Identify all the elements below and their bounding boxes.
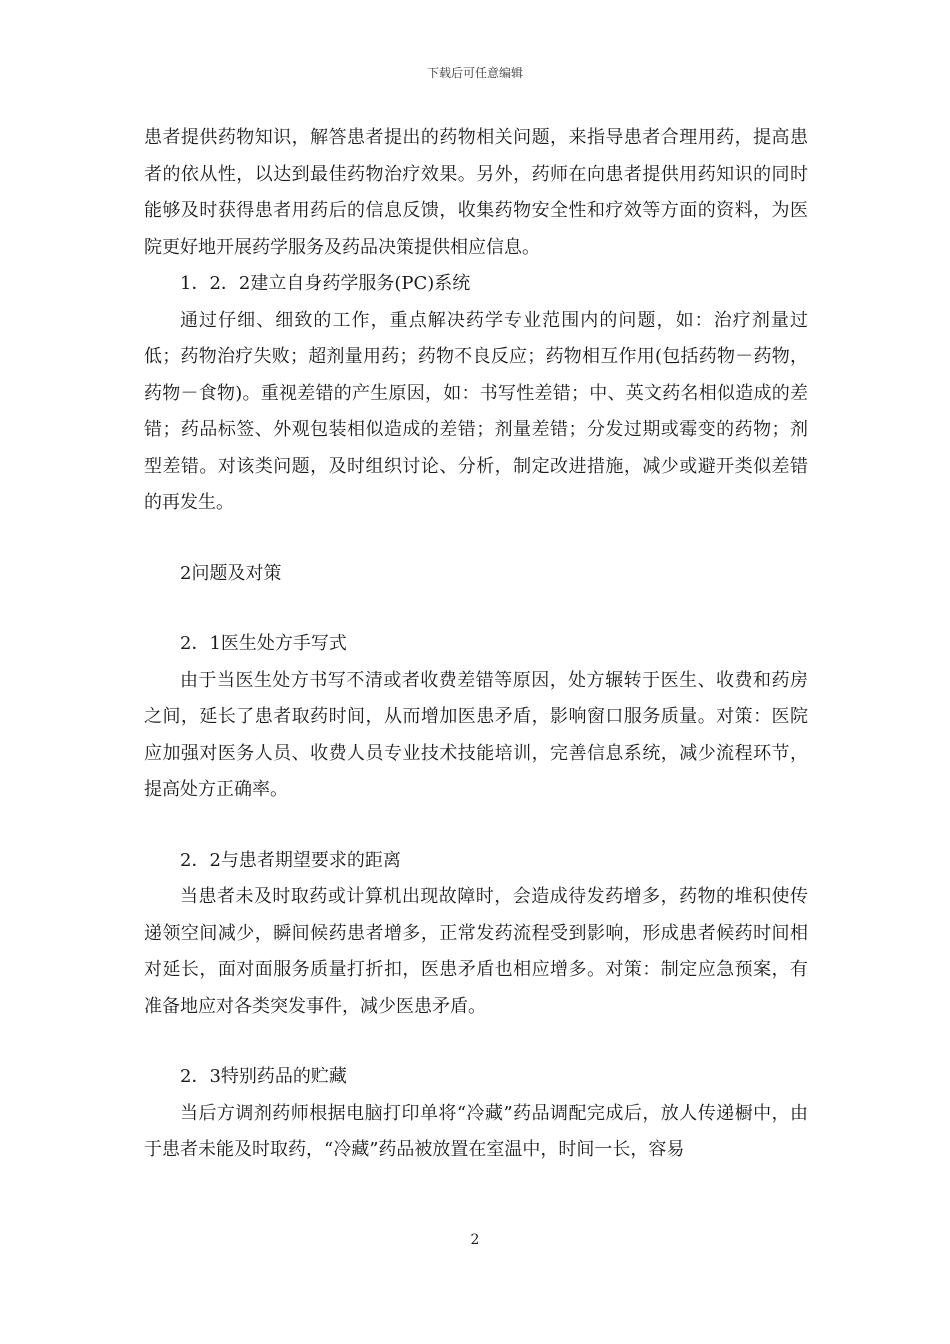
section-heading-2-2: 2．2与患者期望要求的距离 [180, 849, 401, 871]
section-heading-1-2-2: 1．2．2建立自身药学服务(PC)系统 [180, 273, 471, 294]
document-body [144, 120, 808, 1169]
spacer [144, 809, 808, 843]
spacer [144, 592, 808, 626]
page-number: 2 [470, 1232, 480, 1248]
header-note: 下载后可任意编辑 [426, 66, 523, 80]
paragraph-pc-system: 通过仔细、细致的工作，重点解决药学专业范围内的问题，如：治疗剂量过低；药物治疗失败；超剂量用药；药物不良反应；药物相互作用(包括药物－药物，药物－食物)。重视差错的产生原因，如：书写性差错；中、英文药名相似造成的差错；药品标签、外观包装相似造成的差错；剂量差错；分发过期或霉变的药物；剂型差错。对该类问题，及时组织讨论、分析，制定改进措施，减少或避开类似差错的再发生。 [144, 309, 808, 513]
paragraph-special-storage: 当后方调剂药师根据电脑打印单将“冷藏”药品调配完成后，放人传递橱中，由于患者未能及时取药，“冷藏”药品被放置在室温中，时间一长，容易 [144, 1102, 808, 1160]
section-heading-2: 2问题及对策 [180, 562, 282, 584]
spacer [144, 1025, 808, 1059]
section-heading-2-1: 2．1医生处方手写式 [180, 633, 347, 654]
paragraph-prescription: 由于当医生处方书写不清或者收费差错等原因，处方辗转于医生、收费和药房之间，延长了患者取药时间，从而增加医患矛盾，影响窗口服务质量。对策：医院应加强对医务人员、收费人员专业技术技能培训，完善信息系统，减少流程环节，提高处方正确率。 [144, 669, 808, 800]
spacer [144, 522, 808, 556]
paragraph-intro-continued: 患者提供药物知识，解答患者提出的药物相关问题，来指导患者合理用药，提高患者的依从性，以达到最佳药物治疗效果。另外，药师在向患者提供用药知识的同时能够及时获得患者用药后的信息反馈，收集药物安全性和疗效等方面的资料，为医院更好地开展药学服务及药品决策提供相应信息。 [144, 127, 808, 258]
paragraph-patient-expectation: 当患者未及时取药或计算机出现故障时，会造成待发药增多，药物的堆积使传递领空间减少，瞬间候药患者增多，正常发药流程受到影响，形成患者候药时间相对延长，面对面服务质量打折扣，医患矛盾也相应增多。对策：制定应急预案，有准备地应对各类突发事件，减少医患矛盾。 [144, 886, 808, 1017]
section-heading-2-3: 2．3特别药品的贮藏 [180, 1066, 347, 1087]
